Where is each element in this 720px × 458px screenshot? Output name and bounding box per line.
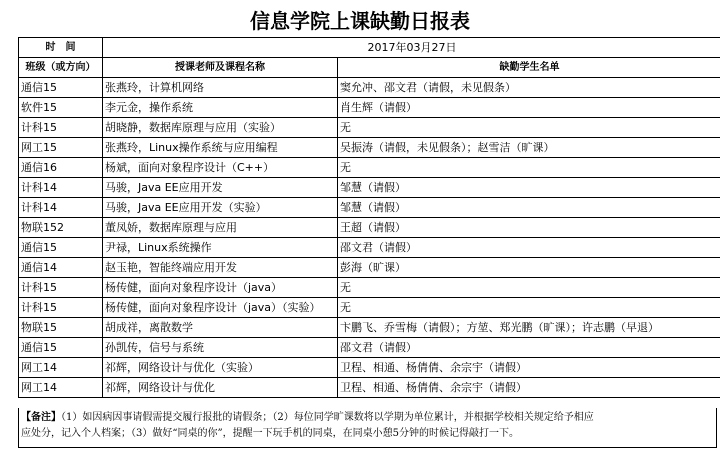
absent-cell: 邹慧（请假）	[338, 198, 720, 218]
table-row	[19, 198, 720, 218]
course-cell: 杨传健，面向对象程序设计（java）（实验）	[103, 298, 338, 318]
class-cell: 计科14	[19, 198, 103, 218]
notes-box	[18, 408, 717, 448]
absent-cell: 邹慧（请假）	[338, 178, 720, 198]
course-cell: 祁辉，网络设计与优化（实验）	[103, 358, 338, 378]
notes-line-1: （1）如因病因事请假需提交履行报批的请假条；（2）每位同学旷课数将以学期为单位累计，并根据学校相关规定给予相应	[61, 412, 594, 423]
report-date: 2017年03月27日	[103, 38, 720, 58]
absent-cell: 彭海（旷课）	[338, 258, 720, 278]
course-cell: 董凤娇，数据库原理与应用	[103, 218, 338, 238]
notes-label: 【备注】	[21, 412, 61, 423]
class-cell: 通信15	[19, 238, 103, 258]
class-cell: 物联15	[19, 318, 103, 338]
table-row	[19, 258, 720, 278]
course-cell: 杨斌，面向对象程序设计（C++）	[103, 158, 338, 178]
table-row	[19, 298, 720, 318]
absent-cell: 卞鹏飞、乔雪梅（请假）；方堃、郑光鹏（旷课）；许志鹏（早退）	[338, 318, 720, 338]
table-row	[19, 318, 720, 338]
absent-cell: 卫程、相通、杨倩倩、余宗宇（请假）	[338, 358, 720, 378]
class-cell: 网工14	[19, 378, 103, 398]
class-cell: 计科15	[19, 118, 103, 138]
absent-cell: 肖生辉（请假）	[338, 98, 720, 118]
course-cell: 杨传健，面向对象程序设计（java）	[103, 278, 338, 298]
class-cell: 通信15	[19, 78, 103, 98]
table-row	[19, 378, 720, 398]
absent-cell: 王超（请假）	[338, 218, 720, 238]
absent-cell: 无	[338, 298, 720, 318]
class-cell: 网工14	[19, 358, 103, 378]
table-row	[19, 118, 720, 138]
absence-table	[18, 37, 720, 398]
absent-cell: 吴振涛（请假，未见假条）；赵雪洁（旷课）	[338, 138, 720, 158]
table-row	[19, 178, 720, 198]
absent-cell: 卫程、相通、杨倩倩、余宗宇（请假）	[338, 378, 720, 398]
table-row	[19, 218, 720, 238]
class-cell: 计科14	[19, 178, 103, 198]
course-cell: 胡成祥，离散数学	[103, 318, 338, 338]
class-cell: 软件15	[19, 98, 103, 118]
table-row	[19, 238, 720, 258]
class-column-header: 班级（或方向）	[19, 58, 103, 78]
absent-column-header: 缺勤学生名单	[338, 58, 720, 78]
table-row	[19, 98, 720, 118]
class-cell: 通信14	[19, 258, 103, 278]
table-row	[19, 158, 720, 178]
course-cell: 孙凯传，信号与系统	[103, 338, 338, 358]
date-row	[19, 38, 720, 58]
table-row	[19, 358, 720, 378]
absent-cell: 无	[338, 158, 720, 178]
class-cell: 通信15	[19, 338, 103, 358]
class-cell: 计科15	[19, 278, 103, 298]
course-cell: 赵玉艳，智能终端应用开发	[103, 258, 338, 278]
absent-cell: 窦允冲、邵文君（请假，未见假条）	[338, 78, 720, 98]
course-cell: 张燕玲，Linux操作系统与应用编程	[103, 138, 338, 158]
table-row	[19, 138, 720, 158]
course-cell: 胡晓静，数据库原理与应用（实验）	[103, 118, 338, 138]
course-cell: 李元金，操作系统	[103, 98, 338, 118]
class-cell: 通信16	[19, 158, 103, 178]
table-row	[19, 78, 720, 98]
notes-line-2: 应处分，记入个人档案；（3）做好“同桌的你”，提醒一下玩手机的同桌，在同桌小憩5分钟的时候记得敲打一下。	[21, 428, 519, 439]
table-row	[19, 278, 720, 298]
absent-cell: 无	[338, 118, 720, 138]
course-cell: 尹禄，Linux系统操作	[103, 238, 338, 258]
course-cell: 马骏，Java EE应用开发	[103, 178, 338, 198]
report-title: 信息学院上课缺勤日报表	[250, 9, 470, 33]
class-cell: 网工15	[19, 138, 103, 158]
absent-cell: 邵文君（请假）	[338, 238, 720, 258]
course-cell: 张燕玲，计算机网络	[103, 78, 338, 98]
absent-cell: 无	[338, 278, 720, 298]
class-cell: 计科15	[19, 298, 103, 318]
class-cell: 物联152	[19, 218, 103, 238]
course-cell: 马骏，Java EE应用开发（实验）	[103, 198, 338, 218]
absent-cell: 邵文君（请假）	[338, 338, 720, 358]
table-row	[19, 338, 720, 358]
course-cell: 祁辉，网络设计与优化	[103, 378, 338, 398]
column-header-row	[19, 58, 720, 78]
time-label: 时 间	[19, 38, 103, 58]
teacher-column-header: 授课老师及课程名称	[103, 58, 338, 78]
